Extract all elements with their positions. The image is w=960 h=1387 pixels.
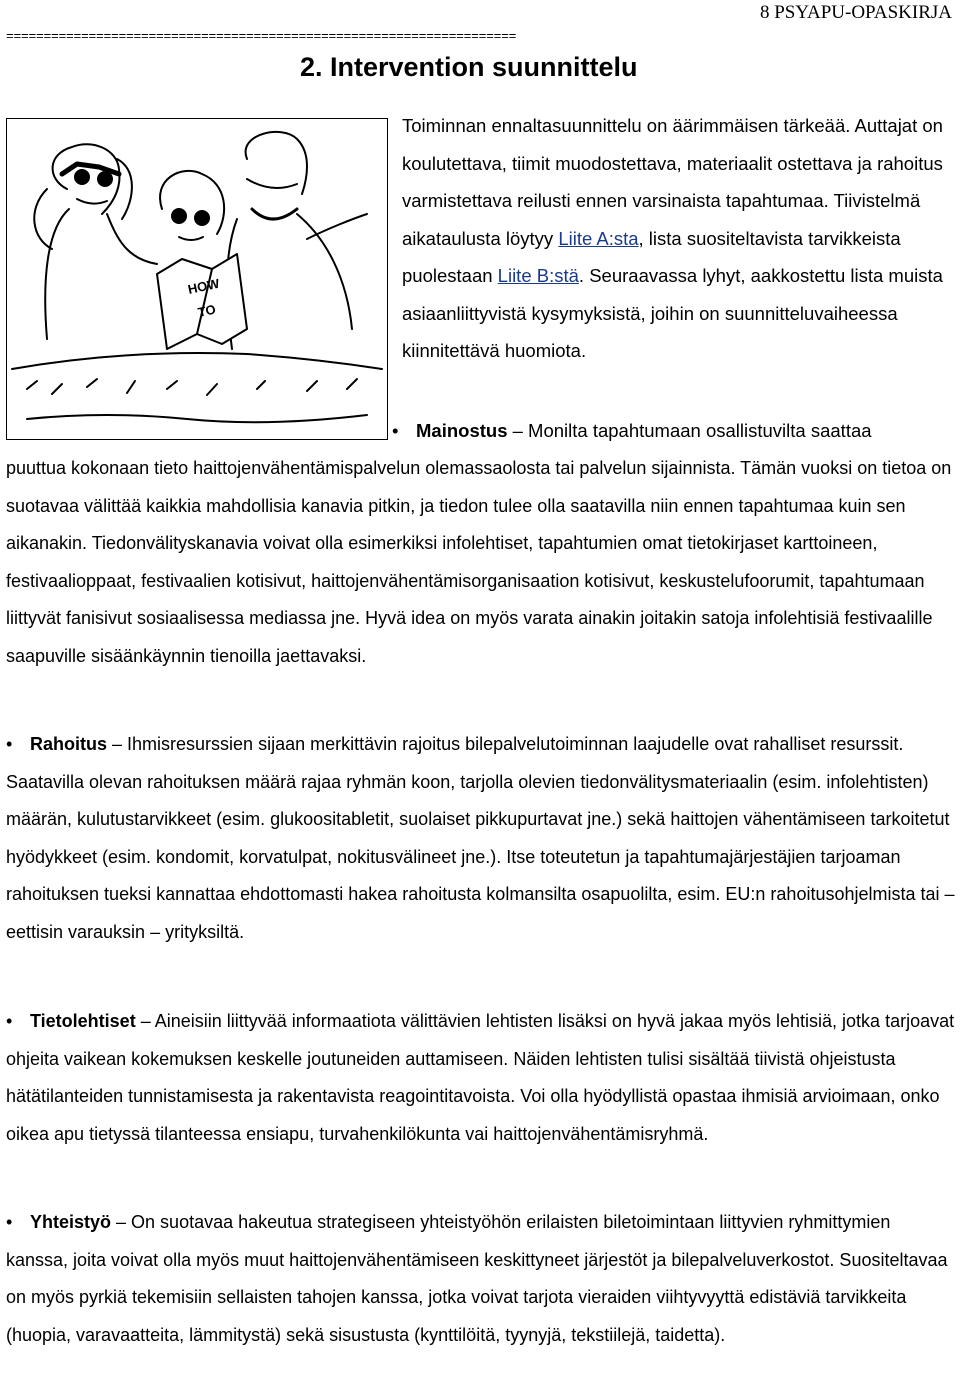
left-person-body <box>45 209 157 339</box>
tietolehtiset-text: – Aineisiin liittyvää informaatiota välittävien lehtisten lisäksi on hyvä jakaa myös lehtisiä, jotka tarjoavat ohjeita vaikean kokemuksen keskelle joutuneiden auttamiseen. Näiden lehtisten tulisi sisältää tiivistä ohjeistusta hätätilanteiden tunnistamisesta ja rakentavista reagointitavoista. Voi olla hyödyllistä opastaa ihmisiä arvioimaan, onko oikea apu tietyssä tilanteessa ensiapu, turvahenkilökunta vai haittojenvähentämisryhmä. <box>6 1011 955 1144</box>
intro-paragraph <box>402 107 958 370</box>
illustration-drawing <box>7 119 387 439</box>
bullet-yhteistyo <box>6 1204 956 1354</box>
page-title: 2. Intervention suunnittelu <box>300 52 638 82</box>
rahoitus-text: – Ihmisresurssien sijaan merkittävin rajoitus bilepalvelutoiminnan laajudelle ovat rahalliset resurssit. Saatavilla olevan rahoituksen määrä rajaa ryhmän koon, tarjolla olevien tiedonvälitysmateriaalin (esim. infolehtisten) määrän, kulutustarvikkeet (esim. glukoositabletit, suolaiset pikkupurtavat jne.) sekä haittojen vähentämiseen tarkoitetut hyödykkeet (esim. kondomit, korvatulpat, nokitusvälineet jne.). Itse toteutetun ja tapahtumajärjestäjien tarjoaman rahoituksen tueksi kannattaa ehdottomasti hakea rahoitusta kolmansilta osapuolilta, esim. EU:n rahoitusohjelmista tai – eettisin varauksin – yrityksiltä. <box>6 734 955 942</box>
book-text-to: TO <box>196 301 218 320</box>
bullet-icon: • <box>392 420 399 441</box>
right-person-hair <box>246 132 307 194</box>
yhteistyo-text: – On suotavaa hakeutua strategiseen yhteistyöhön erilaisten biletoimintaan liittyvien ryhmittymien kanssa, joita voivat olla myös muut haittojenvähentämiseen keskittyneet järjestöt ja bilepalveluverkostot. Suositeltavaa on myös pyrkiä tekemisiin sellaisten tahojen kanssa, jotka voivat tarjota vieraiden viihtyvyyttä edistäviä tarvikkeita (huopia, varavaatteita, lämmitystä) sekä sisustusta (kynttilöitä, tyynyjä, tekstiilejä, taidetta). <box>6 1212 948 1345</box>
bullet-icon: • <box>6 734 13 754</box>
bullet-heading-mainostus: Mainostus <box>416 420 508 441</box>
bullet-heading-rahoitus: Rahoitus <box>30 734 108 754</box>
table-edge <box>12 353 382 369</box>
mainostus-text: puuttua kokonaan tieto haittojenvähentämispalvelun olemassaolosta tai palvelun sijainnista. Tämän vuoksi on tietoa on suotavaa välittää kaikkia mahdollisia kanavia pitkin, ja tiedon tulee olla saatavilla niin ennen tapahtumaa kuin sen aikanakin. Tiedonvälityskanavia voivat olla esimerkiksi infolehtiset, tapahtumien omat tietokirjaset karttoineen, festivaalioppaat, festivaalien kotisivut, haittojenvähentämisorganisaation kotisivut, keskustelufoorumit, tapahtumaan liittyvät fanisivut sosiaalisessa mediassa jne. Hyvä idea on myös varata ainakin joitakin satoja infolehtisiä festivaalille saapuville sisäänkäynnin tienoilla jaettavaksi. <box>6 458 952 666</box>
illustration <box>6 118 388 440</box>
bullet-mainostus-start-text: – Monilta tapahtumaan osallistuvilta saattaa <box>507 420 872 441</box>
bullet-mainostus-start <box>392 412 958 449</box>
middle-person-hair <box>160 171 224 234</box>
bullet-mainostus-body <box>6 450 956 676</box>
bullet-icon: • <box>6 1011 13 1031</box>
header-rule: ==================================================================== <box>6 30 517 44</box>
appendix-a-link[interactable]: Liite A:sta <box>558 227 639 249</box>
bullet-icon: • <box>6 1212 13 1232</box>
intro-text-2: , lista suositeltavista tarvikkeista puolestaan <box>402 227 901 286</box>
intro-text-3: . Seuraavassa lyhyt, aakkostettu lista muista asiaanliittyvistä kysymyksistä, joihin on suunnitteluvaiheessa kiinnitettävä huomiota. <box>402 265 943 361</box>
bullet-heading-tietolehtiset: Tietolehtiset <box>30 1011 136 1031</box>
book-text-how: HOW <box>186 275 221 297</box>
bullet-heading-yhteistyo: Yhteistyö <box>30 1212 112 1232</box>
intro-text-1: Toiminnan ennaltasuunnittelu on äärimmäisen tärkeää. Auttajat on koulutettava, tiimit muodostettava, materiaalit ostettava ja rahoitus varmistettava reilusti ennen varsinaista tapahtumaa. Tiivistelmä aikataulusta löytyy <box>402 115 943 249</box>
book <box>157 254 247 349</box>
bullet-tietolehtiset <box>6 1003 956 1153</box>
appendix-b-link[interactable]: Liite B:stä <box>497 265 579 286</box>
bullet-rahoitus <box>6 726 956 952</box>
page-header-label: 8 PSYAPU-OPASKIRJA <box>759 2 952 23</box>
